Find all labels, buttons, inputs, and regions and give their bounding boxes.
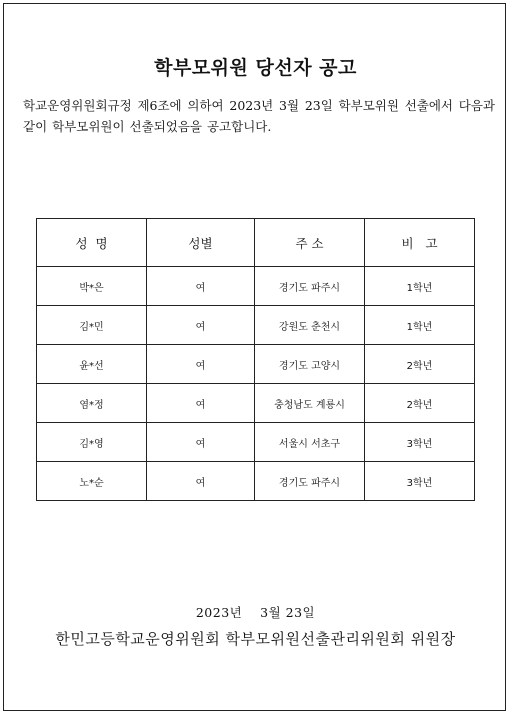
cell-address: 경기도 고양시 <box>255 345 365 384</box>
cell-gender: 여 <box>147 423 255 462</box>
cell-address: 강원도 춘천시 <box>255 306 365 345</box>
table-row <box>37 306 475 345</box>
cell-gender: 여 <box>147 384 255 423</box>
cell-note: 3학년 <box>365 423 475 462</box>
cell-note: 2학년 <box>365 345 475 384</box>
cell-note: 1학년 <box>365 306 475 345</box>
cell-note: 2학년 <box>365 384 475 423</box>
table-row <box>37 423 475 462</box>
signature-line: 한민고등학교운영위원회 학부모위원선출관리위원회 위원장 <box>55 630 456 648</box>
cell-address: 서울시 서초구 <box>255 423 365 462</box>
header-gender: 성별 <box>147 219 255 267</box>
cell-gender: 여 <box>147 462 255 501</box>
table-header-row <box>37 219 475 267</box>
header-name: 성 명 <box>37 219 147 267</box>
cell-name: 윤*선 <box>37 345 147 384</box>
cell-address: 경기도 파주시 <box>255 267 365 306</box>
header-address: 주 소 <box>255 219 365 267</box>
announcement-date: 2023년 3월 23일 <box>195 605 316 620</box>
document-title: 학부모위원 당선자 공고 <box>154 57 357 79</box>
header-note: 비 고 <box>365 219 475 267</box>
table-row <box>37 267 475 306</box>
cell-address: 충청남도 계룡시 <box>255 384 365 423</box>
cell-name: 김*영 <box>37 423 147 462</box>
cell-gender: 여 <box>147 306 255 345</box>
cell-note: 1학년 <box>365 267 475 306</box>
members-table <box>36 218 475 501</box>
table-row <box>37 384 475 423</box>
table-row <box>37 345 475 384</box>
cell-name: 박*은 <box>37 267 147 306</box>
table-row <box>37 462 475 501</box>
cell-note: 3학년 <box>365 462 475 501</box>
cell-name: 김*민 <box>37 306 147 345</box>
cell-name: 노*순 <box>37 462 147 501</box>
cell-name: 염*정 <box>37 384 147 423</box>
cell-gender: 여 <box>147 267 255 306</box>
intro-paragraph: 학교운영위원회규정 제6조에 의하여 2023년 3월 23일 학부모위원 선출에서 다음과 같이 학부모위원이 선출되었음을 공고합니다. <box>23 98 495 134</box>
cell-address: 경기도 파주시 <box>255 462 365 501</box>
cell-gender: 여 <box>147 345 255 384</box>
